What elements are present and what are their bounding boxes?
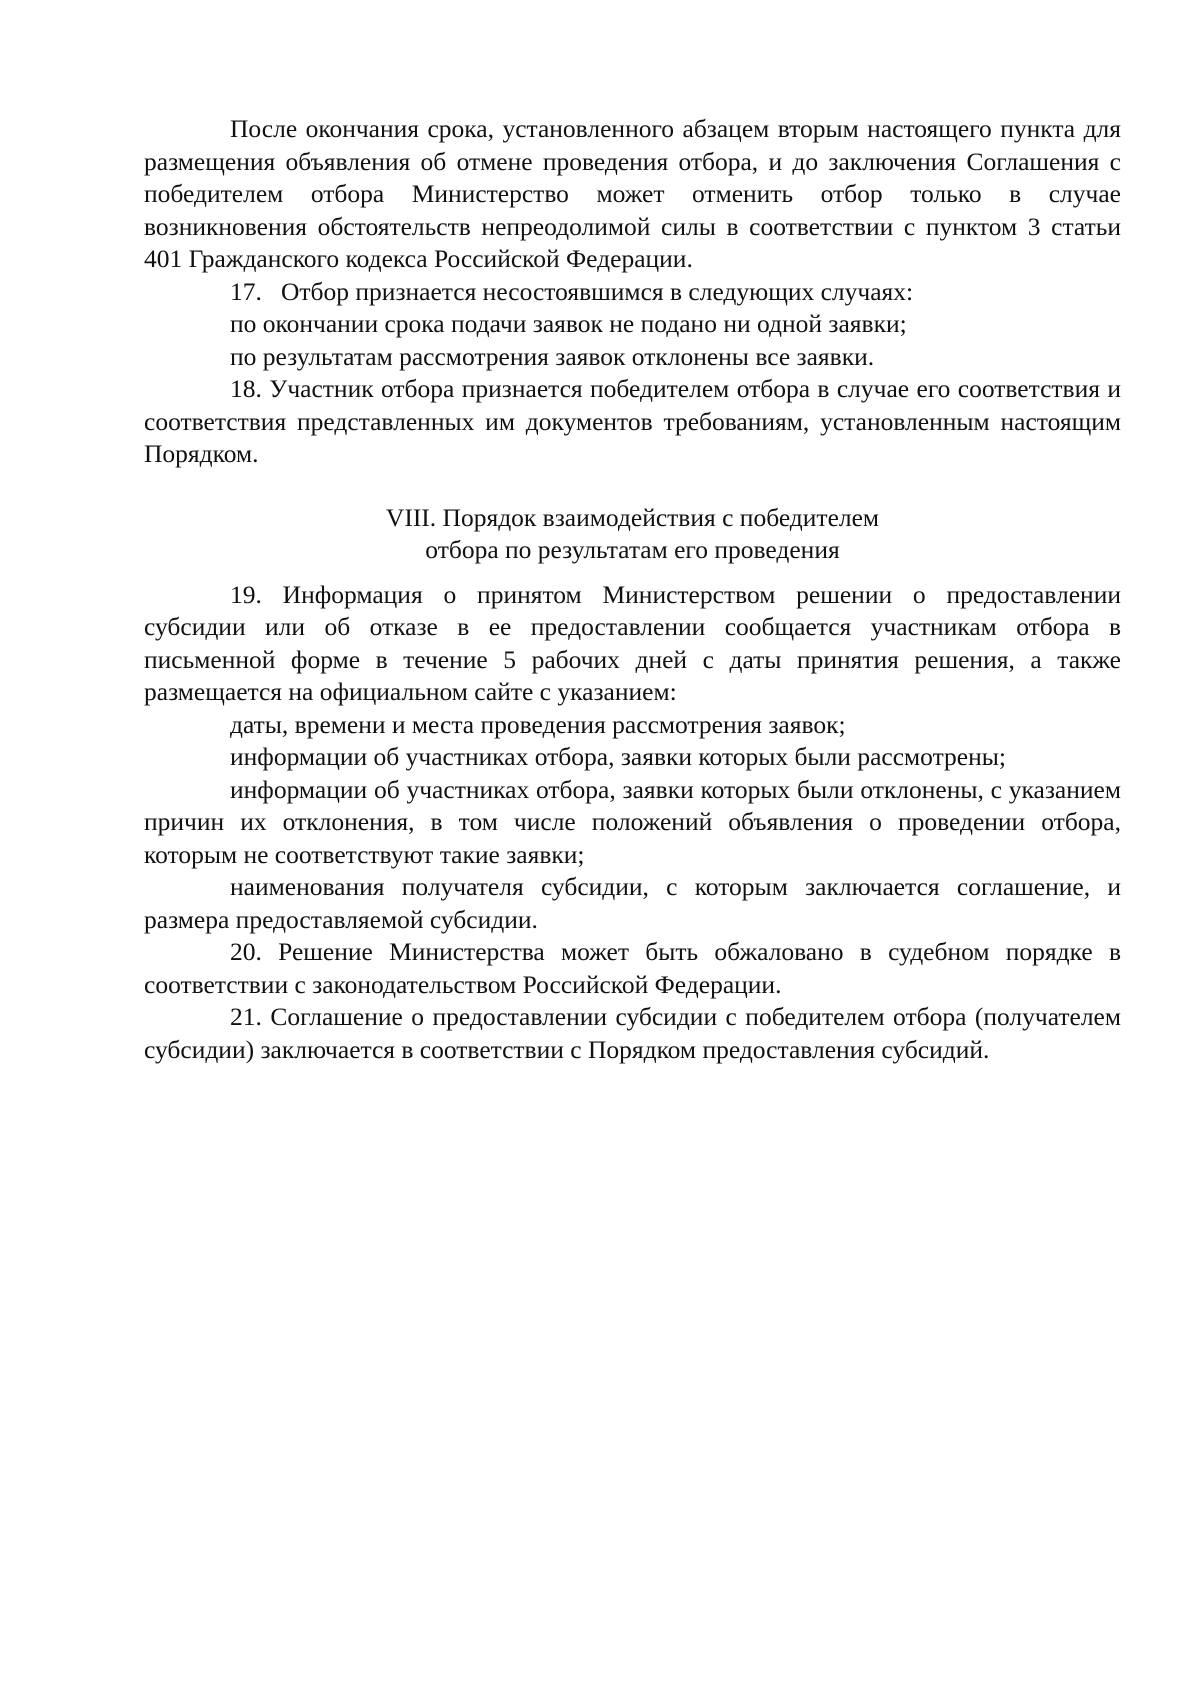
section-heading bbox=[144, 502, 1121, 567]
paragraph-no-applications: по окончании срока подачи заявок не подано ни одной заявки; bbox=[230, 309, 907, 338]
paragraph-item-19: 19. Информация о принятом Министерством решении о предоставлении субсидии или об отказе в ее предоставлении сообщается участникам отбора в письменной форме в течение 5 рабочих дней с даты принятия решения, а также размещается на официальном сайте с указанием: bbox=[144, 579, 1121, 706]
paragraph-reviewed-participants: информации об участниках отбора, заявки которых были рассмотрены; bbox=[230, 742, 1006, 771]
document-page bbox=[144, 113, 1121, 1066]
section-heading-line-2: отбора по результатам его проведения bbox=[425, 535, 840, 564]
paragraph-item-17: 17. Отбор признается несостоявшимся в следующих случаях: bbox=[230, 276, 914, 306]
paragraph-dates-times: даты, времени и места проведения рассмотрения заявок; bbox=[230, 709, 846, 739]
section-heading-line-1: VIII. Порядок взаимодействия с победителем bbox=[385, 502, 880, 532]
paragraph-recipient-name: наименования получателя субсидии, с которым заключается соглашение, и размера предоставляемой субсидии. bbox=[144, 872, 1121, 934]
paragraph-item-21: 21. Соглашение о предоставлении субсидии с победителем отбора (получателем субсидии) заключается в соответствии с Порядком предоставления субсидий. bbox=[144, 1002, 1121, 1064]
paragraph-item-20: 20. Решение Министерства может быть обжаловано в судебном порядке в соответствии с законодательством Российской Федерации. bbox=[144, 937, 1121, 999]
paragraph-cancellation-terms: После окончания срока, установленного абзацем вторым настоящего пункта для размещения объявления об отмене проведения отбора, и до заключения Соглашения с победителем отбора Министерство может отменить отбор только в случае возникновения обстоятельств непреодолимой силы в соответствии с пунктом 3 статьи 401 Гражданского кодекса Российской Федерации. bbox=[144, 114, 1121, 273]
paragraph-all-rejected: по результатам рассмотрения заявок отклонены все заявки. bbox=[230, 341, 875, 371]
paragraph-item-18: 18. Участник отбора признается победителем отбора в случае его соответствия и соответствия представленных им документов требованиям, установленным настоящим Порядком. bbox=[144, 374, 1121, 468]
paragraph-rejected-participants: информации об участниках отбора, заявки которых были отклонены, с указанием причин их отклонения, в том числе положений объявления о проведении отбора, которым не соответствуют такие заявки; bbox=[144, 774, 1121, 869]
